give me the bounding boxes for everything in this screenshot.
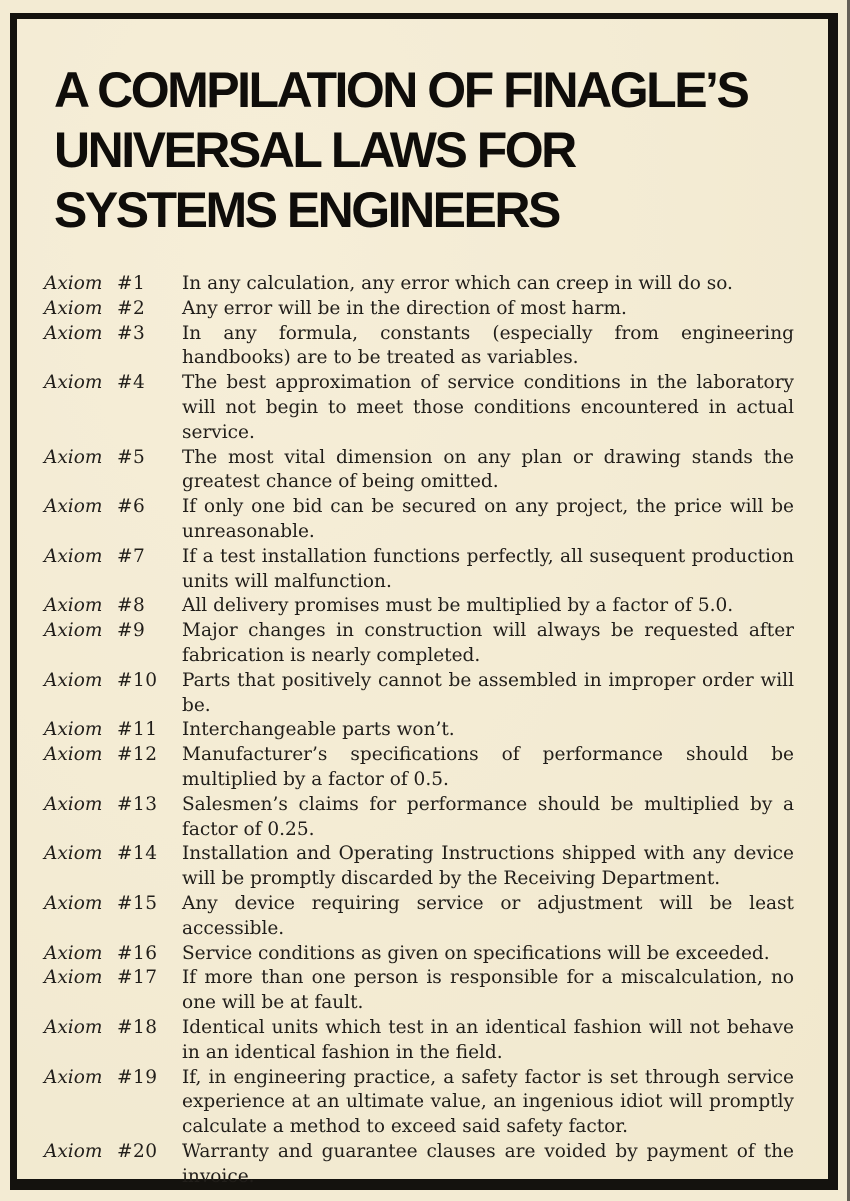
axiom-row [44,371,800,445]
axiom-row [44,594,800,619]
axiom-label [44,1140,182,1165]
axiom-row [44,842,800,892]
axiom-text: Installation and Operating Instructions shipped with any device will be promptly discarded by the Receiving Department. [182,843,794,890]
axiom-label-word: Axiom [44,620,103,642]
axiom-text: The best approximation of service conditions in the laboratory will not begin to meet those conditions encountered in actual service. [182,372,794,443]
axiom-number: #7 [117,545,146,567]
axiom-label-word: Axiom [44,273,103,294]
axiom-text: Manufacturer’s specifications of performance should be multiplied by a factor of 0.5. [182,744,794,790]
axiom-label [44,892,182,917]
axiom-label [44,669,182,694]
axiom-label-word: Axiom [44,942,103,964]
axiom-text: If only one bid can be secured on any project, the price will be unreasonable. [182,496,794,542]
axiom-label-word: Axiom [44,297,103,319]
axiom-label [44,1066,182,1091]
axiom-text: Salesmen’s claims for performance should be multiplied by a factor of 0.25. [182,793,794,840]
axiom-label-word: Axiom [44,669,103,691]
axiom-row [44,545,800,595]
axiom-label-word: Axiom [44,545,103,567]
axiom-label [44,942,182,967]
axiom-row [44,743,800,793]
document-title: A COMPILATION OF FINAGLE’S UNIVERSAL LAWS FOR SYSTEMS ENGINEERS [54,62,748,238]
axiom-label [44,594,182,619]
axiom-number: #3 [117,322,146,344]
axiom-text: Parts that positively cannot be assembled in improper order will be. [182,669,794,716]
axiom-number: #15 [117,892,158,914]
axiom-label-word: Axiom [44,843,103,865]
axiom-list [44,272,800,1189]
axiom-text: In any calculation, any error which can creep in will do so. [182,273,733,294]
axiom-label [44,322,182,347]
axiom-text: In any formula, constants (especially from engineering handbooks) are to be treated as variables. [182,322,794,369]
axiom-number: #11 [117,719,158,741]
axiom-label-word: Axiom [44,446,103,468]
axiom-label [44,743,182,768]
axiom-number: #17 [117,967,158,989]
axiom-row [44,322,800,372]
axiom-text: Interchangeable parts won’t. [182,719,455,741]
axiom-number: #12 [117,744,158,766]
axiom-label-word: Axiom [44,892,103,914]
axiom-label-word: Axiom [44,322,103,344]
axiom-label [44,297,182,322]
axiom-row [44,942,800,967]
axiom-number: #20 [117,1140,158,1162]
axiom-number: #18 [117,1016,158,1038]
axiom-label [44,619,182,644]
axiom-text: If, in engineering practice, a safety factor is set through service experience at an ultimate value, an ingenious idiot will promptly calculate a method to exceed said safety factor. [182,1066,794,1138]
axiom-label [44,495,182,520]
axiom-row [44,892,800,942]
page-content [34,38,806,1187]
axiom-label [44,793,182,818]
axiom-number: #16 [117,942,158,964]
axiom-text: Warranty and guarantee clauses are voided by payment of the invoice. [182,1140,794,1187]
axiom-text: Any device requiring service or adjustment will be least accessible. [182,892,794,939]
axiom-row [44,619,800,669]
axiom-row [44,966,800,1016]
axiom-number: #10 [117,669,158,691]
axiom-text: All delivery promises must be multiplied by a factor of 5.0. [182,595,734,617]
axiom-row [44,446,800,496]
axiom-number: #6 [117,496,146,518]
axiom-number: #2 [117,297,146,319]
axiom-label-word: Axiom [44,1016,103,1038]
axiom-number: #9 [117,620,146,642]
axiom-label [44,718,182,743]
axiom-row [44,669,800,719]
axiom-row [44,297,800,322]
axiom-text: Identical units which test in an identical fashion will not behave in an identical fashion in the field. [182,1016,794,1063]
axiom-label-word: Axiom [44,744,103,766]
axiom-number: #13 [117,793,158,815]
axiom-label [44,545,182,570]
axiom-label-word: Axiom [44,793,103,815]
axiom-label [44,966,182,991]
axiom-label-word: Axiom [44,719,103,741]
axiom-label [44,842,182,867]
axiom-number: #4 [117,372,146,394]
axiom-row [44,793,800,843]
axiom-label [44,371,182,396]
axiom-label-word: Axiom [44,372,103,394]
axiom-text: The most vital dimension on any plan or drawing stands the greatest chance of being omitted. [182,446,794,493]
axiom-text: If more than one person is responsible for a miscalculation, no one will be at fault. [182,967,794,1014]
axiom-row [44,1066,800,1140]
page-border-frame [10,13,838,1190]
axiom-number: #19 [117,1066,158,1088]
axiom-label [44,272,182,297]
axiom-text: Any error will be in the direction of most harm. [182,297,627,319]
axiom-label [44,1016,182,1041]
axiom-label-word: Axiom [44,595,103,617]
axiom-label-word: Axiom [44,1066,103,1088]
axiom-number: #1 [117,273,146,294]
axiom-label [44,446,182,471]
axiom-text: Service conditions as given on specifications will be exceeded. [182,942,770,964]
axiom-row [44,718,800,743]
axiom-label-word: Axiom [44,496,103,518]
axiom-label-word: Axiom [44,967,103,989]
axiom-row [44,1016,800,1066]
axiom-row [44,1140,800,1190]
axiom-label-word: Axiom [44,1140,103,1162]
axiom-text: If a test installation functions perfectly, all susequent production units will malfunction. [182,545,794,592]
axiom-text: Major changes in construction will always be requested after fabrication is nearly completed. [182,620,794,666]
axiom-number: #5 [117,446,146,468]
axiom-number: #8 [117,595,146,617]
axiom-row [44,272,800,297]
axiom-row [44,495,800,545]
axiom-number: #14 [117,843,158,865]
